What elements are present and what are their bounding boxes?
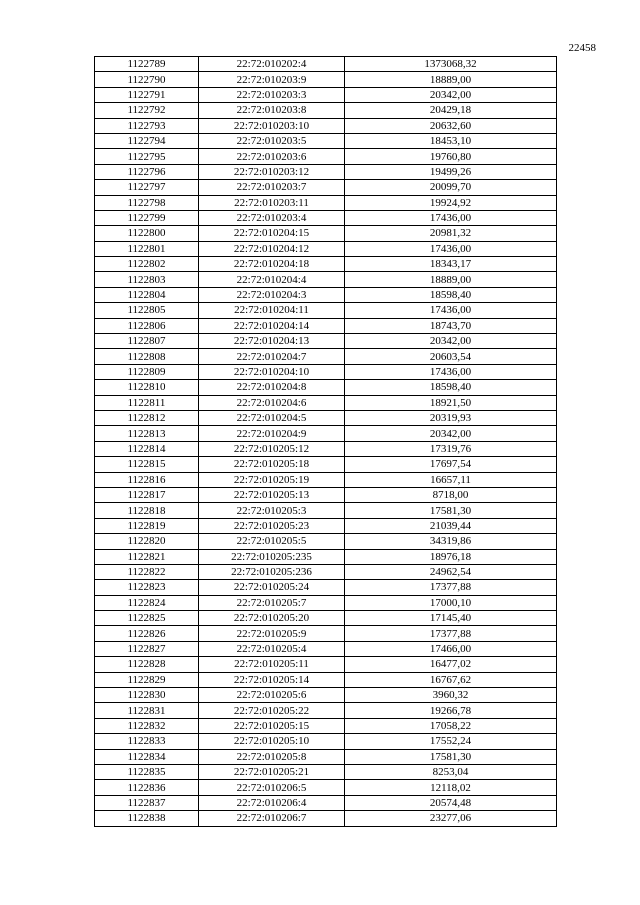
cadastral-value-cell: 20342,00 — [345, 426, 557, 441]
table-row — [95, 226, 557, 241]
row-number-cell: 1122791 — [95, 87, 199, 102]
row-number-cell: 1122798 — [95, 195, 199, 210]
table-row — [95, 57, 557, 72]
cadastral-value-cell: 17552,24 — [345, 734, 557, 749]
row-number-cell: 1122796 — [95, 164, 199, 179]
cadastral-number-cell: 22:72:010205:3 — [199, 503, 345, 518]
cadastral-value-cell: 17436,00 — [345, 303, 557, 318]
row-number-cell: 1122822 — [95, 564, 199, 579]
row-number-cell: 1122827 — [95, 641, 199, 656]
cadastral-number-cell: 22:72:010205:13 — [199, 487, 345, 502]
row-number-cell: 1122816 — [95, 472, 199, 487]
table-row — [95, 426, 557, 441]
cadastral-number-cell: 22:72:010204:14 — [199, 318, 345, 333]
table-row — [95, 241, 557, 256]
cadastral-value-cell: 17436,00 — [345, 364, 557, 379]
cadastral-number-cell: 22:72:010205:9 — [199, 626, 345, 641]
table-row — [95, 564, 557, 579]
cadastral-value-cell: 18889,00 — [345, 272, 557, 287]
table-row — [95, 703, 557, 718]
cadastral-number-cell: 22:72:010204:7 — [199, 349, 345, 364]
table-row — [95, 364, 557, 379]
row-number-cell: 1122828 — [95, 657, 199, 672]
cadastral-value-cell: 18743,70 — [345, 318, 557, 333]
cadastral-value-cell: 16657,11 — [345, 472, 557, 487]
row-number-cell: 1122805 — [95, 303, 199, 318]
cadastral-value-cell: 18343,17 — [345, 257, 557, 272]
cadastral-number-cell: 22:72:010204:13 — [199, 334, 345, 349]
row-number-cell: 1122810 — [95, 380, 199, 395]
table-row — [95, 103, 557, 118]
row-number-cell: 1122794 — [95, 133, 199, 148]
row-number-cell: 1122817 — [95, 487, 199, 502]
cadastral-number-cell: 22:72:010203:10 — [199, 118, 345, 133]
row-number-cell: 1122838 — [95, 811, 199, 826]
cadastral-number-cell: 22:72:010205:22 — [199, 703, 345, 718]
cadastral-number-cell: 22:72:010205:12 — [199, 441, 345, 456]
row-number-cell: 1122831 — [95, 703, 199, 718]
row-number-cell: 1122830 — [95, 688, 199, 703]
cadastral-value-cell: 20342,00 — [345, 87, 557, 102]
row-number-cell: 1122801 — [95, 241, 199, 256]
cadastral-value-cell: 18889,00 — [345, 72, 557, 87]
row-number-cell: 1122808 — [95, 349, 199, 364]
row-number-cell: 1122829 — [95, 672, 199, 687]
table-row — [95, 641, 557, 656]
cadastral-number-cell: 22:72:010205:7 — [199, 595, 345, 610]
cadastral-value-cell: 23277,06 — [345, 811, 557, 826]
row-number-cell: 1122806 — [95, 318, 199, 333]
table-row — [95, 441, 557, 456]
table-row — [95, 764, 557, 779]
table-row — [95, 503, 557, 518]
cadastral-number-cell: 22:72:010203:11 — [199, 195, 345, 210]
cadastral-value-cell: 20981,32 — [345, 226, 557, 241]
cadastral-number-cell: 22:72:010205:11 — [199, 657, 345, 672]
table-row — [95, 180, 557, 195]
cadastral-number-cell: 22:72:010203:12 — [199, 164, 345, 179]
cadastral-value-cell: 17466,00 — [345, 641, 557, 656]
cadastral-number-cell: 22:72:010205:19 — [199, 472, 345, 487]
row-number-cell: 1122811 — [95, 395, 199, 410]
cadastral-number-cell: 22:72:010204:8 — [199, 380, 345, 395]
row-number-cell: 1122836 — [95, 780, 199, 795]
cadastral-number-cell: 22:72:010203:5 — [199, 133, 345, 148]
table-row — [95, 210, 557, 225]
cadastral-value-cell: 20632,60 — [345, 118, 557, 133]
cadastral-number-cell: 22:72:010204:5 — [199, 410, 345, 425]
row-number-cell: 1122832 — [95, 718, 199, 733]
table-row — [95, 457, 557, 472]
cadastral-number-cell: 22:72:010205:10 — [199, 734, 345, 749]
row-number-cell: 1122819 — [95, 518, 199, 533]
row-number-cell: 1122821 — [95, 549, 199, 564]
cadastral-value-cell: 17000,10 — [345, 595, 557, 610]
cadastral-number-cell: 22:72:010205:4 — [199, 641, 345, 656]
cadastral-number-cell: 22:72:010205:235 — [199, 549, 345, 564]
table-row — [95, 303, 557, 318]
table-row — [95, 580, 557, 595]
table-row — [95, 672, 557, 687]
table-row — [95, 318, 557, 333]
cadastral-number-cell: 22:72:010204:11 — [199, 303, 345, 318]
table-row — [95, 72, 557, 87]
row-number-cell: 1122800 — [95, 226, 199, 241]
cadastral-value-cell: 20099,70 — [345, 180, 557, 195]
table-row — [95, 734, 557, 749]
cadastral-value-cell: 17058,22 — [345, 718, 557, 733]
cadastral-value-cell: 19266,78 — [345, 703, 557, 718]
table-row — [95, 549, 557, 564]
cadastral-value-cell: 3960,32 — [345, 688, 557, 703]
cadastral-number-cell: 22:72:010205:20 — [199, 611, 345, 626]
cadastral-value-cell: 20429,18 — [345, 103, 557, 118]
row-number-cell: 1122802 — [95, 257, 199, 272]
cadastral-value-cell: 20319,93 — [345, 410, 557, 425]
cadastral-number-cell: 22:72:010205:24 — [199, 580, 345, 595]
cadastral-value-cell: 24962,54 — [345, 564, 557, 579]
table-row — [95, 472, 557, 487]
table-row — [95, 749, 557, 764]
row-number-cell: 1122815 — [95, 457, 199, 472]
table-row — [95, 334, 557, 349]
table-row — [95, 195, 557, 210]
table-row — [95, 595, 557, 610]
cadastral-number-cell: 22:72:010205:15 — [199, 718, 345, 733]
cadastral-value-cell: 12118,02 — [345, 780, 557, 795]
cadastral-value-cell: 16477,02 — [345, 657, 557, 672]
table-row — [95, 657, 557, 672]
cadastral-number-cell: 22:72:010203:3 — [199, 87, 345, 102]
cadastral-value-cell: 18598,40 — [345, 287, 557, 302]
cadastral-number-cell: 22:72:010204:6 — [199, 395, 345, 410]
cadastral-number-cell: 22:72:010203:4 — [199, 210, 345, 225]
table-row — [95, 149, 557, 164]
cadastral-value-cell: 18453,10 — [345, 133, 557, 148]
cadastral-value-cell: 16767,62 — [345, 672, 557, 687]
cadastral-number-cell: 22:72:010205:23 — [199, 518, 345, 533]
row-number-cell: 1122807 — [95, 334, 199, 349]
cadastral-number-cell: 22:72:010204:12 — [199, 241, 345, 256]
cadastral-number-cell: 22:72:010204:9 — [199, 426, 345, 441]
row-number-cell: 1122818 — [95, 503, 199, 518]
row-number-cell: 1122834 — [95, 749, 199, 764]
row-number-cell: 1122792 — [95, 103, 199, 118]
table-row — [95, 518, 557, 533]
table-row — [95, 811, 557, 826]
cadastral-number-cell: 22:72:010206:5 — [199, 780, 345, 795]
cadastral-value-cell: 19924,92 — [345, 195, 557, 210]
row-number-cell: 1122795 — [95, 149, 199, 164]
cadastral-value-cell: 34319,86 — [345, 534, 557, 549]
cadastral-number-cell: 22:72:010205:21 — [199, 764, 345, 779]
cadastral-value-cell: 18598,40 — [345, 380, 557, 395]
row-number-cell: 1122789 — [95, 57, 199, 72]
table-row — [95, 795, 557, 810]
row-number-cell: 1122812 — [95, 410, 199, 425]
row-number-cell: 1122790 — [95, 72, 199, 87]
cadastral-value-cell: 17581,30 — [345, 749, 557, 764]
table-row — [95, 611, 557, 626]
table-row — [95, 410, 557, 425]
table-row — [95, 395, 557, 410]
cadastral-number-cell: 22:72:010205:5 — [199, 534, 345, 549]
cadastral-number-cell: 22:72:010203:6 — [199, 149, 345, 164]
cadastral-value-cell: 18976,18 — [345, 549, 557, 564]
row-number-cell: 1122820 — [95, 534, 199, 549]
cadastral-value-cell: 8253,04 — [345, 764, 557, 779]
row-number-cell: 1122803 — [95, 272, 199, 287]
cadastral-number-cell: 22:72:010203:9 — [199, 72, 345, 87]
row-number-cell: 1122823 — [95, 580, 199, 595]
cadastral-value-cell: 17697,54 — [345, 457, 557, 472]
cadastral-number-cell: 22:72:010203:7 — [199, 180, 345, 195]
cadastral-number-cell: 22:72:010206:4 — [199, 795, 345, 810]
row-number-cell: 1122835 — [95, 764, 199, 779]
cadastral-value-cell: 17319,76 — [345, 441, 557, 456]
cadastral-value-cell: 20603,54 — [345, 349, 557, 364]
cadastral-number-cell: 22:72:010205:14 — [199, 672, 345, 687]
cadastral-value-cell: 17145,40 — [345, 611, 557, 626]
cadastral-number-cell: 22:72:010203:8 — [199, 103, 345, 118]
row-number-cell: 1122824 — [95, 595, 199, 610]
table-row — [95, 287, 557, 302]
table-row — [95, 718, 557, 733]
table-row — [95, 380, 557, 395]
table-row — [95, 272, 557, 287]
row-number-cell: 1122825 — [95, 611, 199, 626]
cadastral-number-cell: 22:72:010204:4 — [199, 272, 345, 287]
cadastral-value-cell: 17377,88 — [345, 580, 557, 595]
row-number-cell: 1122813 — [95, 426, 199, 441]
cadastral-number-cell: 22:72:010205:18 — [199, 457, 345, 472]
row-number-cell: 1122826 — [95, 626, 199, 641]
cadastral-value-cell: 8718,00 — [345, 487, 557, 502]
cadastral-number-cell: 22:72:010202:4 — [199, 57, 345, 72]
table-row — [95, 688, 557, 703]
table-row — [95, 164, 557, 179]
table-row — [95, 133, 557, 148]
cadastral-number-cell: 22:72:010205:6 — [199, 688, 345, 703]
cadastral-number-cell: 22:72:010205:8 — [199, 749, 345, 764]
cadastral-number-cell: 22:72:010205:236 — [199, 564, 345, 579]
table-row — [95, 487, 557, 502]
row-number-cell: 1122797 — [95, 180, 199, 195]
table-row — [95, 118, 557, 133]
cadastral-value-cell: 18921,50 — [345, 395, 557, 410]
table-row — [95, 349, 557, 364]
cadastral-value-cell: 19499,26 — [345, 164, 557, 179]
cadastral-number-cell: 22:72:010204:3 — [199, 287, 345, 302]
table-row — [95, 87, 557, 102]
table-row — [95, 626, 557, 641]
row-number-cell: 1122804 — [95, 287, 199, 302]
cadastral-number-cell: 22:72:010204:10 — [199, 364, 345, 379]
cadastral-value-cell: 17377,88 — [345, 626, 557, 641]
row-number-cell: 1122793 — [95, 118, 199, 133]
table-row — [95, 257, 557, 272]
cadastral-number-cell: 22:72:010204:18 — [199, 257, 345, 272]
cadastral-value-cell: 21039,44 — [345, 518, 557, 533]
cadastral-value-cell: 20342,00 — [345, 334, 557, 349]
row-number-cell: 1122799 — [95, 210, 199, 225]
table-row — [95, 780, 557, 795]
row-number-cell: 1122809 — [95, 364, 199, 379]
row-number-cell: 1122814 — [95, 441, 199, 456]
cadastral-number-cell: 22:72:010206:7 — [199, 811, 345, 826]
cadastral-value-cell: 17436,00 — [345, 210, 557, 225]
cadastral-value-cell: 20574,48 — [345, 795, 557, 810]
cadastral-value-cell: 17581,30 — [345, 503, 557, 518]
row-number-cell: 1122837 — [95, 795, 199, 810]
cadastral-number-cell: 22:72:010204:15 — [199, 226, 345, 241]
cadastral-value-table — [94, 56, 557, 827]
page-number: 22458 — [568, 42, 596, 54]
row-number-cell: 1122833 — [95, 734, 199, 749]
table-body — [95, 57, 557, 827]
cadastral-value-cell: 1373068,32 — [345, 57, 557, 72]
cadastral-value-cell: 19760,80 — [345, 149, 557, 164]
cadastral-value-cell: 17436,00 — [345, 241, 557, 256]
table-row — [95, 534, 557, 549]
